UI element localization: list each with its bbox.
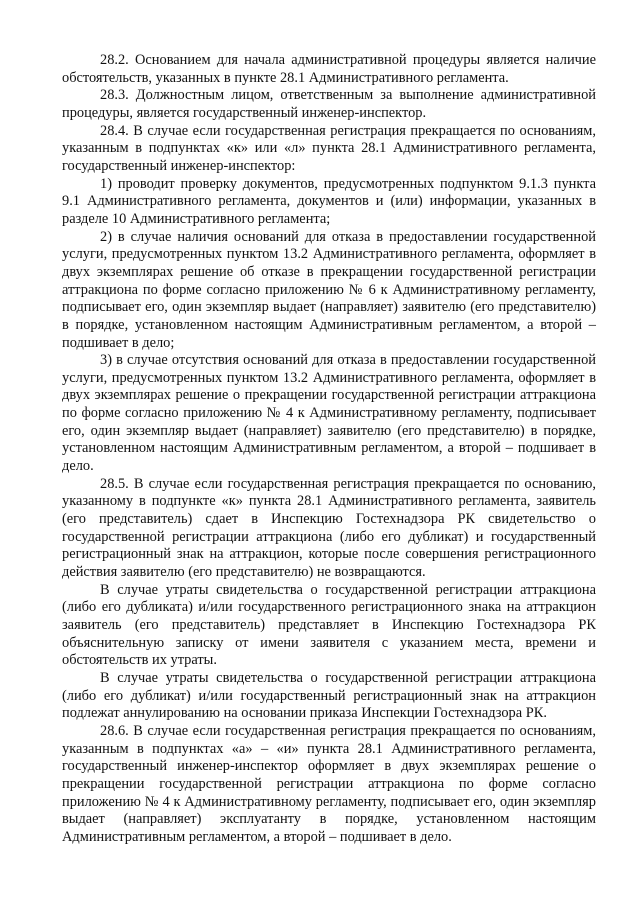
document-page [62, 52, 596, 847]
paragraph-28-4-item-1: 1) проводит проверку документов, предусмотренных подпунктом 9.1.3 пункта 9.1 Административного регламента, документов и (или) информации, указанных в разделе 10 Административного регламента; [62, 175, 596, 227]
paragraph-28-6: 28.6. В случае если государственная регистрация прекращается по основаниям, указанным в подпунктах «а» – «и» пункта 28.1 Административного регламента, государственный инженер-инспектор оформляет в двух экземплярах решение о прекращении государственной регистрации аттракциона по форме согласно приложению № 4 к Административному регламенту, подписывает его, один экземпляр выдает (направляет) эксплуатанту в порядке, установленном настоящим Административным регламентом, а второй – подшивает в дело. [62, 722, 596, 845]
paragraph-28-4: 28.4. В случае если государственная регистрация прекращается по основаниям, указанным в подпунктах «к» или «л» пункта 28.1 Административного регламента, государственный инженер-инспектор: [62, 122, 596, 174]
paragraph-28-2: 28.2. Основанием для начала административной процедуры является наличие обстоятельств, указанных в пункте 28.1 Административного регламента. [62, 52, 596, 86]
paragraph-28-4-item-2: 2) в случае наличия оснований для отказа в предоставлении государственной услуги, предусмотренных пунктом 13.2 Административного регламента, оформляет в двух экземплярах решение об отказе в прекращении государственной регистрации аттракциона по форме согласно приложению № 6 к Административному регламенту, подписывает его, один экземпляр выдает (направляет) заявителю (его представителю) в порядке, установленном настоящим Административным регламентом, а второй – подшивает в дело; [62, 228, 596, 351]
paragraph-loss-annulment: В случае утраты свидетельства о государственной регистрации аттракциона (либо его дубликат) и/или государственный регистрационный знак на аттракцион подлежат аннулированию на основании приказа Инспекции Гостехнадзора РК. [62, 669, 596, 722]
paragraph-28-5: 28.5. В случае если государственная регистрация прекращается по основанию, указанному в подпункте «к» пункта 28.1 Административного регламента, заявитель (его представитель) сдает в Инспекцию Гостехнадзора РК свидетельство о государственной регистрации аттракциона (либо его дубликат) и государственный регистрационный знак на аттракцион, которые после совершения регистрационного действия заявителю (его представителю) не возвращаются. [62, 475, 596, 581]
paragraph-28-3: 28.3. Должностным лицом, ответственным за выполнение административной процедуры, является государственный инженер-инспектор. [62, 87, 596, 121]
paragraph-28-4-item-3: 3) в случае отсутствия оснований для отказа в предоставлении государственной услуги, предусмотренных пунктом 13.2 Административного регламента, оформляет в двух экземплярах решение о прекращении государственной регистрации аттракциона по форме согласно приложению № 4 к Административному регламенту, подписывает его, один экземпляр выдает (направляет) заявителю (его представителю) в порядке, установленном настоящим Административным регламентом, а второй – подшивает в дело. [62, 352, 596, 475]
paragraph-loss-explanation: В случае утраты свидетельства о государственной регистрации аттракциона (либо его дубликата) и/или государственного регистрационного знака на аттракцион заявитель (его представитель) представляет в Инспекцию Гостехнадзора РК объяснительную записку от имени заявителя с указанием места, времени и обстоятельств их утраты. [62, 581, 596, 669]
